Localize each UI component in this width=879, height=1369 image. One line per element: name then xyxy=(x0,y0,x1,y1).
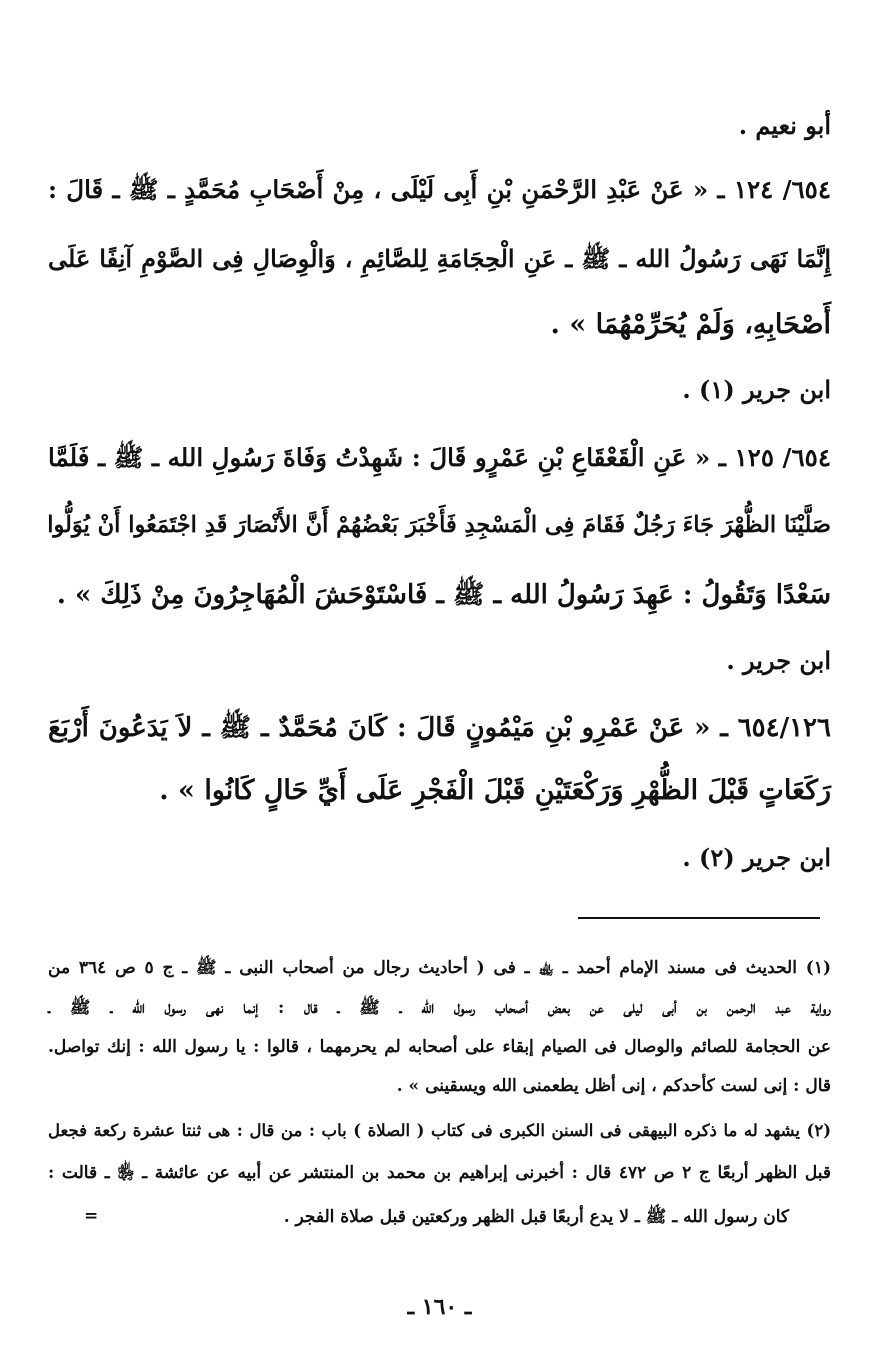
hadith-126-line-1: ٦٥٤/١٢٦ ـ « عَنْ عَمْرِو بْنِ مَيْمُونٍ قَالَ : كَانَ مُحَمَّدٌ ـ ﷺ ـ لاَ يَدَعُونَ أَرْبَعَ xyxy=(48,713,831,743)
source-abu-nuaym: أبو نعيم . xyxy=(738,111,831,140)
footnote-1-line-4: قال : إنى لست كأحدكم ، إنى أظل يطعمنى الله ويسقينى » . xyxy=(396,1076,831,1096)
source-ibn-jarir-3: ابن جرير (٢) . xyxy=(682,843,831,872)
hadith-125-line-2: صَلَّيْنَا الظُّهْرَ جَاءَ رَجُلٌ فَقَامَ فِى الْمَسْجِدِ فَأَخْبَرَ بَعْضُهُمْ أَنَّ الأَنْصَارَ قَدِ اجْتَمَعُوا أَنْ يُوَلُّوا xyxy=(47,512,831,538)
footnote-1-line-3: عن الحجامة للصائم والوصال فى الصيام إبقاء على أصحابه لم يحرمهما ، قالوا : يا رسول الله : إنك تواصل. xyxy=(48,1037,831,1057)
page-number: ـ ١٦٠ ـ xyxy=(407,1294,472,1320)
hadith-124-line-3: أَصْحَابِهِ، وَلَمْ يُحَرِّمْهُمَا » . xyxy=(550,309,831,340)
hadith-125-line-3: سَعْدًا وَتَقُولُ : عَهِدَ رَسُولُ الله ـ ﷺ ـ فَاسْتَوْحَشَ الْمُهَاجِرُونَ مِنْ ذَلِكَ » . xyxy=(56,580,831,610)
hadith-126-line-2: رَكَعَاتٍ قَبْلَ الظُّهْرِ وَرَكْعَتَيْنِ قَبْلَ الْفَجْرِ عَلَى أَيِّ حَالٍ كَانُوا » . xyxy=(159,775,831,806)
footnote-2-line-3: كان رسول الله ـ ﷺ ـ لا يدع أربعًا قبل الظهر وركعتين قبل صلاة الفجر . xyxy=(283,1207,789,1227)
hadith-124-line-2: إِنَّمَا نَهَى رَسُولُ الله ـ ﷺ ـ عَنِ الْحِجَامَةِ لِلصَّائِمِ ، وَالْوِصَالِ فِى الصَّوْمِ آنِفًا عَلَى xyxy=(48,244,831,273)
source-ibn-jarir-1: ابن جرير (١) . xyxy=(682,375,831,404)
source-ibn-jarir-2: ابن جرير . xyxy=(726,646,831,675)
footnote-1-line-1: (١) الحديث فى مسند الإمام أحمد ـ ﵀ ـ فى ( أحاديث رجال من أصحاب النبى ـ ﷺ ـ ج ٥ ص ٣٦٤ من xyxy=(48,958,832,978)
hadith-125-line-1: ٦٥٤/ ١٢٥ ـ « عَنِ الْقَعْقَاعِ بْنِ عَمْرٍو قَالَ : شَهِدْتُ وَفَاةَ رَسُولِ الله ـ ﷺ ـ فَلَمَّا xyxy=(48,443,831,472)
footnote-divider xyxy=(578,917,820,919)
footnote-2-line-1: (٢) يشهد له ما ذكره البيهقى فى السنن الكبرى فى كتاب ( الصلاة ) باب : من قال : هى ثنتا عشرة ركعة فجعل xyxy=(48,1121,831,1140)
continuation-mark: = xyxy=(84,1206,99,1226)
footnote-1-line-2: رواية عبد الرحمن بن أبى ليلى عن بعض أصحاب رسول الله ـ ﷺ ـ قال : إنما نهى رسول الله ـ ﷺ ـ xyxy=(48,998,831,1018)
hadith-124-line-1: ٦٥٤/ ١٢٤ ـ « عَنْ عَبْدِ الرَّحْمَنِ بْنِ أَبِى لَيْلَى ، مِنْ أَصْحَابِ مُحَمَّدٍ ـ ﷺ ـ قَالَ : xyxy=(48,175,831,204)
footnote-2-line-2: قبل الظهر أربعًا ج ٢ ص ٤٧٢ قال : أخبرنى إبراهيم بن محمد بن المنتشر عن أبيه عن عائشة ـ ﵂ ـ قالت : xyxy=(48,1163,831,1183)
